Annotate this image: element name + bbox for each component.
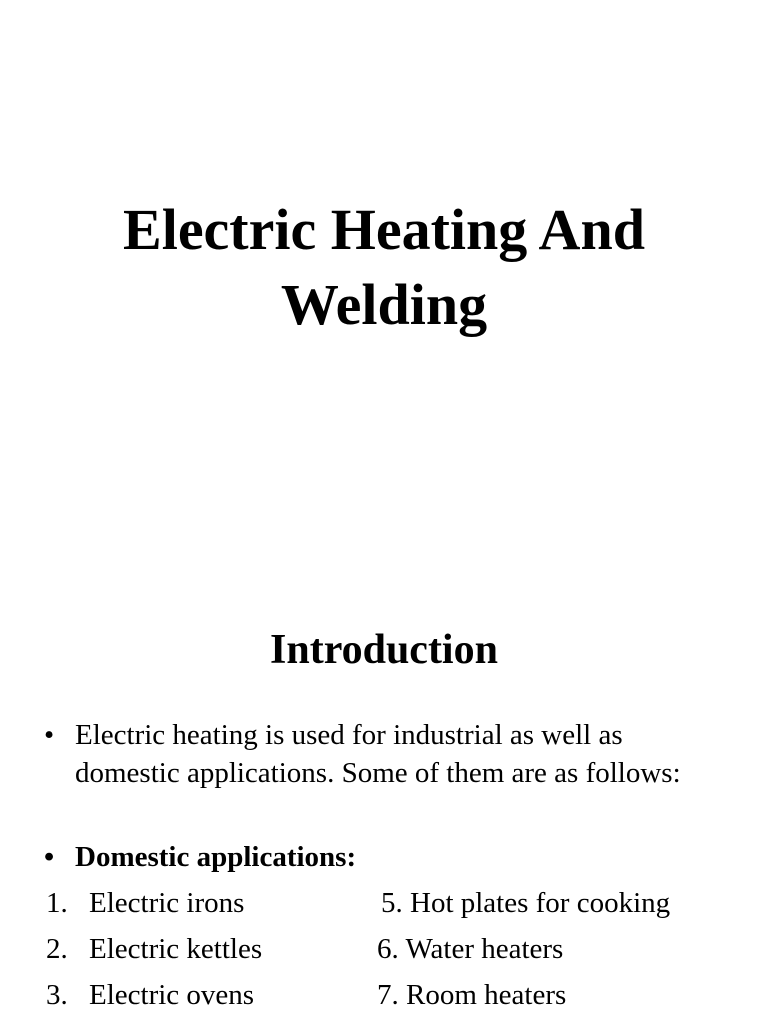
list-item-left: Electric kettles: [89, 933, 263, 965]
bullet-item: [44, 838, 724, 876]
list-item-right: 5. Hot plates for cooking: [381, 887, 671, 919]
bullet-item: [44, 716, 724, 792]
slide-title: [0, 192, 768, 342]
slide-title-line-1: Electric Heating And: [123, 197, 645, 262]
bullet-dot: •: [44, 719, 55, 751]
bullet-text: Domestic applications:: [75, 841, 357, 873]
list-number: 3.: [46, 979, 68, 1011]
section-heading: Introduction: [270, 627, 498, 673]
list-item-left: Electric irons: [89, 887, 245, 919]
slide-title-line-2: Welding: [280, 272, 488, 337]
list-item-right: 6. Water heaters: [377, 933, 564, 965]
bullet-text: Electric heating is used for industrial as well as domestic applications. Some of them are as follows:: [75, 719, 681, 789]
list-item-left: Electric ovens: [89, 979, 255, 1011]
list-number: 2.: [46, 933, 68, 965]
list-number: 1.: [46, 887, 68, 919]
bullet-dot: •: [44, 841, 55, 873]
list-item-right: 7. Room heaters: [377, 979, 567, 1011]
